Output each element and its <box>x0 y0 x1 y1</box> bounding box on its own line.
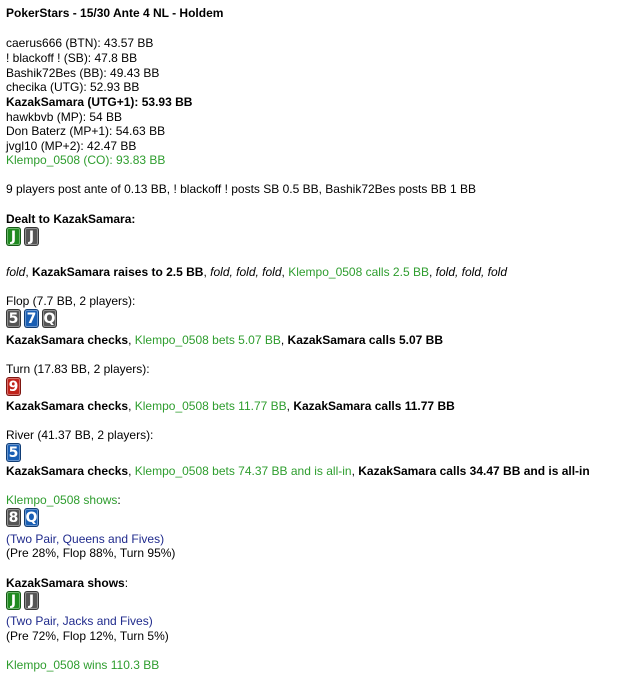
fold-actions: fold, fold, fold <box>210 265 282 279</box>
preflop-actions <box>6 265 507 279</box>
result-line: Klempo_0508 wins 110.3 BB <box>6 658 160 672</box>
villain-seat-line: Klempo_0508 (CO): 93.83 BB <box>6 153 166 167</box>
flop-actions <box>6 333 443 347</box>
dealt-label: Dealt to KazakSamara: <box>6 212 136 226</box>
playing-card: Q <box>43 311 56 327</box>
villain-action: Klempo_0508 bets 5.07 BB <box>134 333 281 347</box>
separator: , <box>286 399 294 413</box>
hero-action: KazakSamara checks <box>6 333 129 347</box>
fold-action: fold <box>6 265 26 279</box>
villain-action: Klempo_0508 bets 74.37 BB and is all-in <box>134 464 352 478</box>
seat-line: hawkbvb (MP): 54 BB <box>6 110 123 124</box>
hero-cards <box>6 591 42 610</box>
turn-label: Turn (17.83 BB, 2 players): <box>6 362 150 376</box>
hero-equity: (Pre 72%, Flop 12%, Turn 5%) <box>6 629 169 643</box>
colon: : <box>117 493 121 507</box>
separator: , <box>351 464 359 478</box>
separator: , <box>128 464 135 478</box>
flop-label: Flop (7.7 BB, 2 players): <box>6 294 136 308</box>
page-title: PokerStars - 15/30 Ante 4 NL - Holdem <box>6 6 224 20</box>
separator: , <box>25 265 33 279</box>
seat-line: ! blackoff ! (SB): 47.8 BB <box>6 51 138 65</box>
villain-call-action: Klempo_0508 calls 2.5 BB <box>288 265 429 279</box>
seat-line: Don Baterz (MP+1): 54.63 BB <box>6 124 166 138</box>
playing-card: J <box>24 591 39 610</box>
seat-line: caerus666 (BTN): 43.57 BB <box>6 36 154 50</box>
villain-cards <box>6 508 42 527</box>
playing-card: 5 <box>6 309 21 328</box>
hero-shows-text: KazakSamara shows <box>6 576 125 590</box>
separator: , <box>128 333 135 347</box>
river-card <box>6 443 24 462</box>
playing-card: 7 <box>24 309 39 328</box>
villain-shows-text: Klempo_0508 shows <box>6 493 118 507</box>
hero-shows-label <box>6 576 128 590</box>
hero-action: KazakSamara calls 5.07 BB <box>287 333 443 347</box>
villain-action: Klempo_0508 bets 11.77 BB <box>134 399 287 413</box>
seat-line: Bashik72Bes (BB): 49.43 BB <box>6 66 160 80</box>
separator: , <box>128 399 135 413</box>
playing-card: 8 <box>6 508 21 527</box>
seat-line: jvgl10 (MP+2): 42.47 BB <box>6 139 137 153</box>
playing-card: 9 <box>6 377 21 396</box>
hole-cards <box>6 227 42 246</box>
fold-actions: fold, fold, fold <box>435 265 508 279</box>
flop-cards <box>6 309 60 328</box>
colon: : <box>124 576 129 590</box>
hero-raise-action: KazakSamara raises to 2.5 BB <box>32 265 204 279</box>
villain-equity: (Pre 28%, Flop 88%, Turn 95%) <box>6 546 176 560</box>
hero-seat-line: KazakSamara (UTG+1): 53.93 BB <box>6 95 193 109</box>
hero-action: KazakSamara calls 34.47 BB and is all-in <box>358 464 590 478</box>
posts-line: 9 players post ante of 0.13 BB, ! blackoff ! posts SB 0.5 BB, Bashik72Bes posts BB 1 BB <box>6 182 477 196</box>
playing-card: J <box>6 227 21 246</box>
turn-card <box>6 377 24 396</box>
turn-actions <box>6 399 455 413</box>
playing-card: J <box>6 591 21 610</box>
separator: , <box>428 265 436 279</box>
hero-hand-rank: (Two Pair, Jacks and Fives) <box>6 614 153 628</box>
separator: , <box>280 333 288 347</box>
hero-action: KazakSamara checks <box>6 464 129 478</box>
seat-line: checika (UTG): 52.93 BB <box>6 80 140 94</box>
playing-card: J <box>24 227 39 246</box>
villain-shows-label <box>6 493 121 507</box>
playing-card: Q <box>25 510 38 526</box>
hero-action: KazakSamara calls 11.77 BB <box>293 399 455 413</box>
river-actions <box>6 464 590 478</box>
separator: , <box>203 265 211 279</box>
playing-card: 5 <box>6 443 21 462</box>
villain-hand-rank: (Two Pair, Queens and Fives) <box>6 532 165 546</box>
hero-action: KazakSamara checks <box>6 399 129 413</box>
separator: , <box>281 265 289 279</box>
river-label: River (41.37 BB, 2 players): <box>6 428 154 442</box>
